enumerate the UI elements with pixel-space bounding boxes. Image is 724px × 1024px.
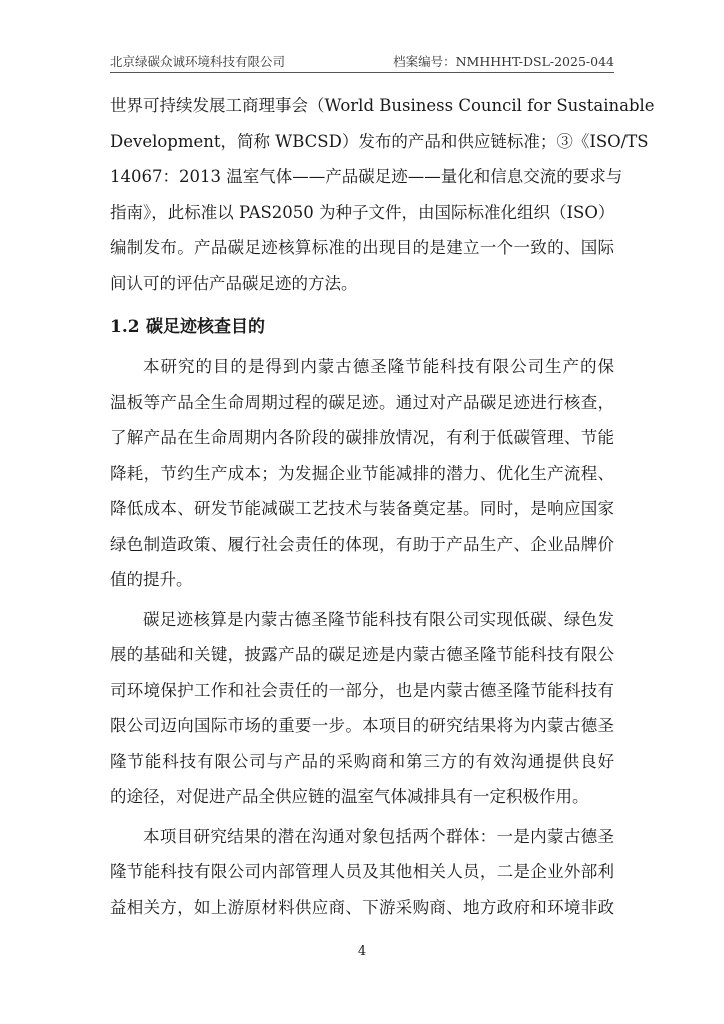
section-paragraphs	[110, 349, 614, 925]
text-line: 隆节能科技有限公司内部管理人员及其他相关人员，二是企业外部利	[110, 862, 614, 881]
paragraph	[110, 819, 614, 926]
text-line: 编制发布。产品碳足迹核算标准的出现目的是建立一个一致的、国际	[110, 238, 614, 257]
section-number: 1.2	[110, 317, 140, 337]
text-line: 的途径，对促进产品全供应链的温室气体减排具有一定积极作用。	[110, 787, 589, 806]
text-line: 本项目研究结果的潜在沟通对象包括两个群体：一是内蒙古德圣	[143, 826, 614, 846]
text-line: 指南》，此标准以 PAS2050 为种子文件，由国际标准化组织（ISO）	[110, 202, 615, 222]
section-title: 碳足迹核查目的	[146, 317, 265, 337]
company-name: 北京绿碳众诚环境科技有限公司	[110, 54, 286, 69]
text-line: 了解产品在生命周期内各阶段的碳排放情况，有利于低碳管理、节能	[110, 428, 614, 447]
text-line: 降低成本、研发节能减碳工艺技术与装备奠定基。同时，是响应国家	[110, 499, 614, 518]
text-line: 限公司迈向国际市场的重要一步。本项目的研究结果将为内蒙古德圣	[110, 716, 614, 735]
text-line: 本研究的目的是得到内蒙古德圣隆节能科技有限公司生产的保	[143, 357, 614, 376]
section-heading	[110, 305, 614, 349]
text-line: 碳足迹核算是内蒙古德圣隆节能科技有限公司实现低碳、绿色发	[143, 609, 614, 629]
text-line: 隆节能科技有限公司与产品的采购商和第三方的有效沟通提供良好	[110, 751, 614, 771]
intro-paragraphs	[110, 88, 655, 301]
text-line: 降耗，节约生产成本；为发掘企业节能减排的潜力、优化生产流程、	[110, 463, 614, 483]
document-body	[110, 88, 655, 929]
text-line: 温板等产品全生命周期过程的碳足迹。通过对产品碳足迹进行核查，	[110, 392, 614, 412]
text-line: 绿色制造政策、履行社会责任的体现，有助于产品生产、企业品牌价	[110, 534, 614, 554]
text-line: 14067：2013 温室气体——产品碳足迹——量化和信息交流的要求与	[110, 167, 623, 186]
file-number: 档案编号：NMHHHT-DSL-2025-044	[393, 54, 614, 69]
text-line: 司环境保护工作和社会责任的一部分，也是内蒙古德圣隆节能科技有	[110, 680, 614, 700]
text-line: 值的提升。	[110, 570, 193, 589]
text-line: 世界可持续发展工商理事会（World Business Council for Sustainable	[110, 96, 655, 115]
paragraph	[110, 349, 614, 598]
text-line: 间认可的评估产品碳足迹的方法。	[110, 273, 358, 293]
paragraph	[110, 88, 655, 301]
text-line: 益相关方，如上游原材料供应商、下游采购商、地方政府和环境非政	[110, 897, 614, 917]
page-header	[110, 50, 614, 73]
text-line: Development，简称 WBCSD）发布的产品和供应链标准；③《ISO/TS	[110, 131, 649, 151]
page-number: 4	[357, 944, 367, 959]
paragraph	[110, 602, 614, 815]
text-line: 展的基础和关键，披露产品的碳足迹是内蒙古德圣隆节能科技有限公	[110, 645, 614, 664]
